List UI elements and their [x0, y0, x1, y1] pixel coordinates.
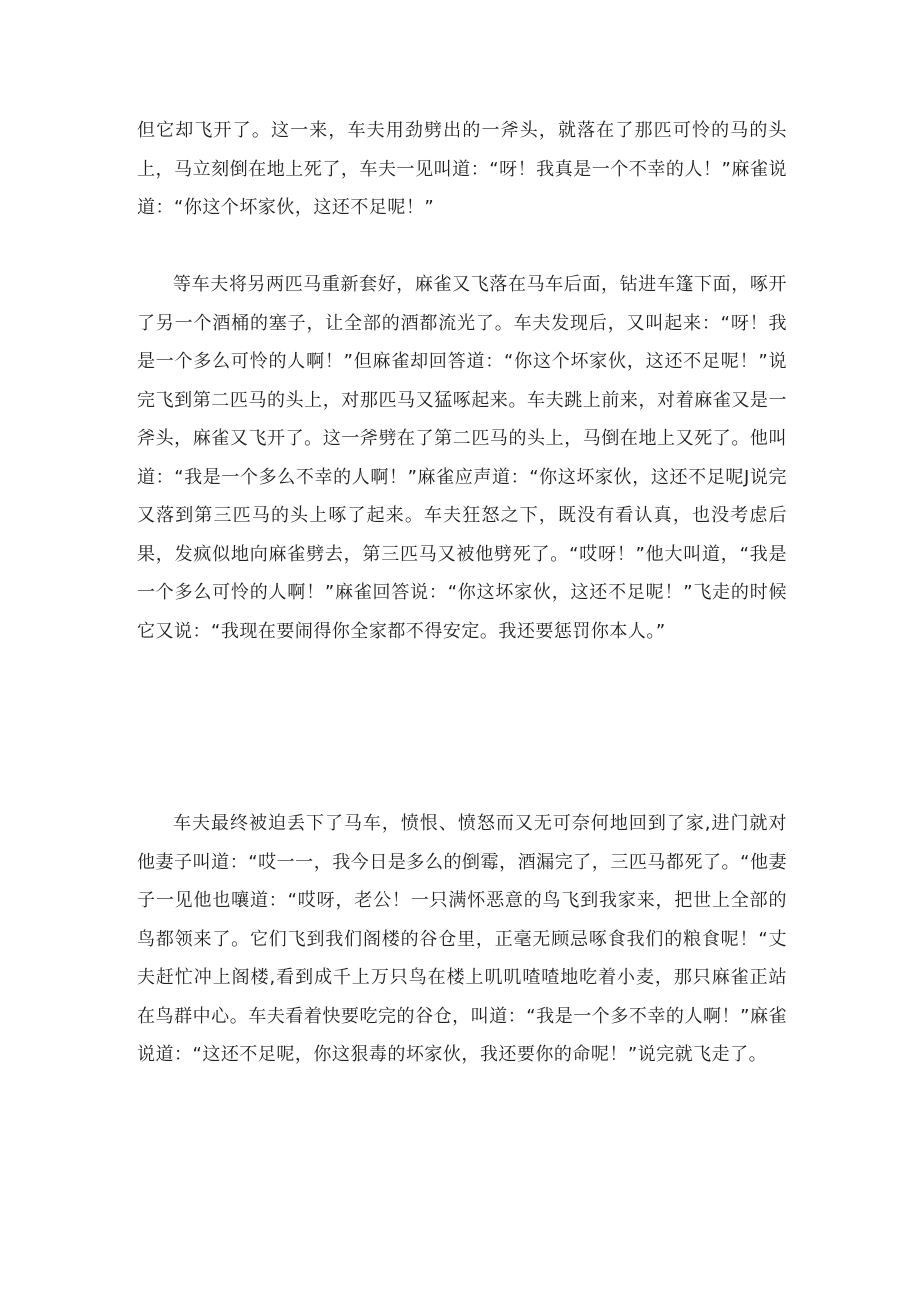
paragraph-2: 等车夫将另两匹马重新套好，麻雀又飞落在马车后面，钻进车篷下面，啄开了另一个酒桶的塞子，让全部的酒都流光了。车夫发现后，又叫起来：“呀！我是一个多么可怜的人啊！”但麻雀却回答道：“你这个坏家伙，这还不足呢！”说完飞到第二匹马的头上，对那匹马又猛啄起来。车夫跳上前来，对着麻雀又是一斧头，麻雀又飞开了。这一斧劈在了第二匹马的头上，马倒在地上又死了。他叫道：“我是一个多么不幸的人啊！”麻雀应声道：“你这坏家伙，这还不足呢J说完又落到第三匹马的头上啄了起来。车夫狂怒之下，既没有看认真，也没考虑后果，发疯似地向麻雀劈去，第三匹马又被他劈死了。“哎呀！”他大叫道，“我是一个多么可怜的人啊！”麻雀回答说：“你这坏家伙，这还不足呢！”飞走的时候它又说：“我现在要闹得你全家都不得安定。我还要惩罚你本人。” [137, 274, 787, 642]
paragraph-3: 车夫最终被迫丢下了马车，愤恨、愤怒而又无可奈何地回到了家,进门就对他妻子叫道：“哎一一，我今日是多么的倒霉，酒漏完了，三匹马都死了。“他妻子一见他也嚷道：“哎呀，老公！一只满怀恶意的鸟飞到我家来，把世上全部的鸟都领来了。它们飞到我们阁楼的谷仓里，正毫无顾忌啄食我们的粮食呢！“丈夫赶忙冲上阁楼,看到成千上万只鸟在楼上叽叽喳喳地吃着小麦，那只麻雀正站在鸟群中心。车夫看着快要吃完的谷仓，叫道：“我是一个多不幸的人啊！”麻雀说道：“这还不足呢，你这狠毒的坏家伙，我还要你的命呢！”说完就飞走了。 [137, 813, 787, 1065]
paragraph-1: 但它却飞开了。这一来，车夫用劲劈出的一斧头，就落在了那匹可怜的马的头上，马立刻倒在地上死了，车夫一见叫道：“呀！我真是一个不幸的人！”麻雀说道：“你这个坏家伙，这还不足呢！” [137, 120, 787, 218]
